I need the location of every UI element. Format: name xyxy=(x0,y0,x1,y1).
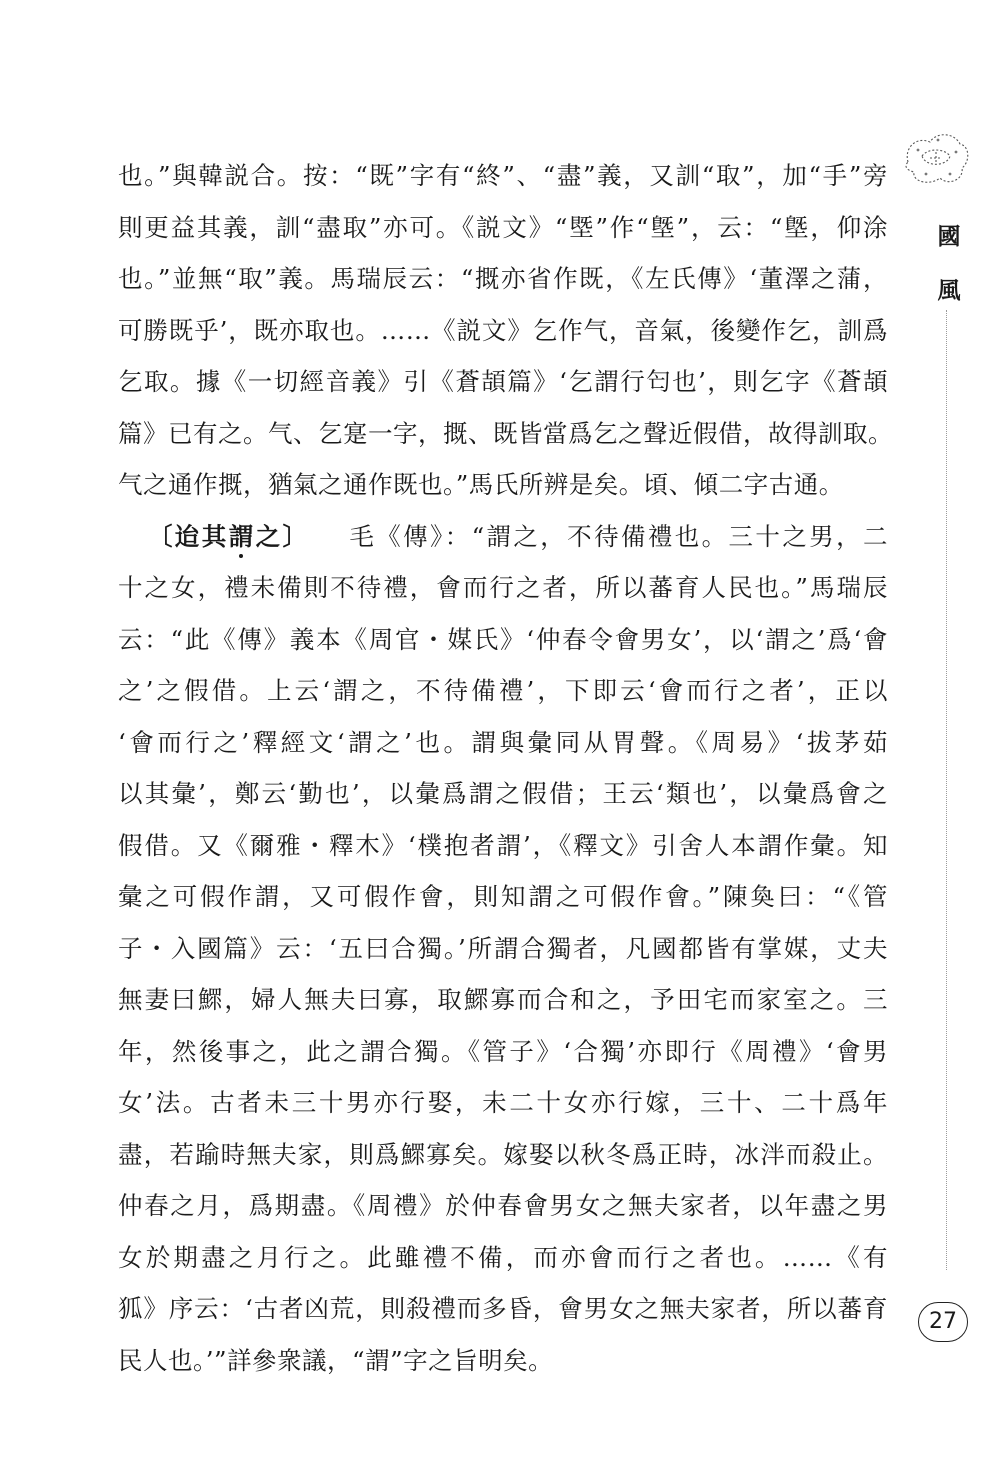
section-title-vertical xyxy=(929,210,969,318)
text-line: 气之通作摡，猶氣之通作既也。”馬氏所辨是矣。頃、傾二字古通。 xyxy=(118,470,844,499)
text-line: 子・入國篇》云：‘五曰合獨。’所謂合獨者，凡國都皆有掌媒，丈夫 xyxy=(118,933,888,963)
text-line: 也。”並無“取”義。馬瑞辰云：“摡亦省作既，《左氏傳》‘董澤之蒲， xyxy=(118,264,888,293)
text-line: 可勝既乎’，既亦取也。……《説文》乞作气，音氣，後變作乞，訓爲 xyxy=(118,315,888,345)
text-line: 盡，若踰時無夫家，則爲鰥寡矣。嫁娶以秋冬爲正時，冰泮而殺止。 xyxy=(118,1139,888,1169)
section-title-char: 國 xyxy=(937,223,961,250)
text-line: 也。”與韓説合。按：“既”字有“終”、“盡”義，又訓“取”，加“手”旁 xyxy=(118,161,888,190)
text-line: 女’法。古者未三十男亦行娶，未二十女亦行嫁，三十、二十爲年 xyxy=(118,1088,888,1117)
text-line: 無妻曰鰥，婦人無夫曰寡，取鰥寡而合和之，予田宅而家室之。三 xyxy=(118,985,888,1014)
headword-close: 之〕 xyxy=(253,521,310,551)
section-title-char: 風 xyxy=(937,277,961,304)
text-line: 女於期盡之月行之。此雖禮不備，而亦會而行之者也。……《有 xyxy=(118,1242,888,1272)
text-line: 以其彙’，鄭云‘勤也’，以彙爲謂之假借；王云‘類也’，以彙爲會之 xyxy=(118,779,888,808)
margin-dotted-rule xyxy=(946,310,947,1270)
text-line: 民人也。’”詳參衆議，“謂”字之旨明矣。 xyxy=(118,1345,554,1375)
text-line: 十之女，禮未備則不待禮，會而行之者，所以蕃育人民也。”馬瑞辰 xyxy=(118,573,888,602)
entry-headword xyxy=(148,522,309,551)
text-line: 狐》序云：‘古者凶荒，則殺禮而多昏，會男女之無夫家者，所以蕃育 xyxy=(118,1294,888,1323)
decorative-floral-seal-icon xyxy=(900,128,972,188)
text-line: 假借。又《爾雅・釋木》‘樸抱者謂’，《釋文》引舍人本謂作彙。知 xyxy=(118,830,888,860)
text-line: 則更益其義，訓“盡取”亦可。《説文》“塈”作“墍”，云：“墍，仰涂 xyxy=(118,212,888,242)
text-line: 之’之假借。上云‘謂之，不待備禮’，下即云‘會而行之者’，正以 xyxy=(118,676,888,705)
commentary-body xyxy=(118,150,893,1386)
text-line: 云：“此《傳》義本《周官・媒氏》‘仲春令會男女’，以‘謂之’爲‘會 xyxy=(118,624,888,654)
text-line: 篇》已有之。气、乞寔一字，摡、既皆當爲乞之聲近假借，故得訓取。 xyxy=(118,418,893,448)
headword-dotted-char: 謂 xyxy=(229,511,254,563)
entry-first-text: 毛《傳》：“謂之，不待備禮也。三十之男，二 xyxy=(349,521,889,551)
headword-open: 〔迨其 xyxy=(148,521,229,551)
page-number: 27 xyxy=(918,1302,968,1342)
text-line: 彙之可假作謂，又可假作會，則知謂之可假作會。”陳奐曰：“《管 xyxy=(118,882,888,911)
text-line: 仲春之月，爲期盡。《周禮》於仲春會男女之無夫家者，以年盡之男 xyxy=(118,1191,888,1220)
text-line: 年，然後事之，此之謂合獨。《管子》‘合獨’亦即行《周禮》‘會男 xyxy=(118,1036,888,1066)
text-line: 乞取。據《一切經音義》引《蒼頡篇》‘乞謂行匄也’，則乞字《蒼頡 xyxy=(118,367,888,396)
entry-first-line xyxy=(118,511,888,563)
text-line: ‘會而行之’釋經文‘謂之’也。謂與彙同从胃聲。《周易》‘拔茅茹 xyxy=(118,727,888,757)
